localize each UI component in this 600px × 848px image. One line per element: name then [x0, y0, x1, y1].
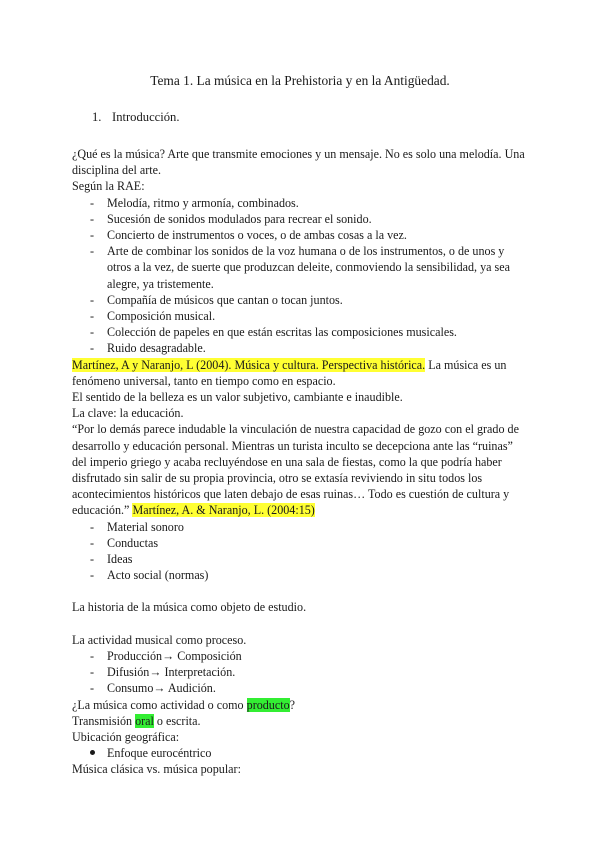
section-label: Introducción.	[112, 110, 180, 124]
paragraph-fenomeno	[72, 357, 534, 389]
paragraph-belleza: El sentido de la belleza es un valor subjetivo, cambiante e inaudible.	[72, 390, 403, 405]
list-item: - Difusión→ Interpretación.	[72, 664, 534, 680]
section-number: 1.	[92, 110, 102, 124]
text-line: Transmisión	[72, 713, 136, 728]
list-item: - Ideas	[72, 551, 534, 567]
text-line: ¿La música como actividad o como	[72, 697, 247, 712]
reference-highlight: Martínez, A y Naranjo, L (2004). Música y cultura. Perspectiva histórica.	[72, 357, 426, 372]
text-line: o escrita.	[153, 713, 201, 728]
paragraph-transmision	[72, 713, 534, 729]
quote-line: “Por lo demás parece indudable la vinculación de nuestra capacidad de gozo con el grado de	[72, 422, 519, 437]
quote-line: del imperio griego y acaba recluyéndose en una sala de fiestas, como la que podría haber	[72, 454, 502, 469]
text-line: ?	[289, 697, 296, 712]
question-actividad	[72, 697, 534, 713]
document-title: Tema 1. La música en la Prehistoria y en la Antigüedad.	[150, 73, 450, 88]
green-highlight: oral	[135, 713, 154, 728]
rae-definitions-list	[72, 195, 534, 357]
quote-line: disfrutado sin salir de su propia provincia, otro se extasía reviviendo in situ todos los	[72, 471, 483, 486]
list-item: - Sucesión de sonidos modulados para recrear el sonido.	[72, 211, 534, 227]
text-line: Arte de combinar los sonidos de la voz humana o de los instrumentos, o de unos y	[107, 244, 505, 259]
paragraph-que-es	[72, 146, 534, 178]
text-line: otros a la vez, de suerte que produzcan deleite, conmoviendo la sensibilidad, ya sea	[107, 260, 510, 275]
spacer	[72, 616, 534, 632]
quote-line: acontecimientos históricos que laten debajo de esas ruinas… Todo es cuestión de cultura y	[72, 487, 510, 502]
quote-line: educación.”	[72, 503, 130, 518]
paragraph-clave: La clave: la educación.	[72, 406, 184, 421]
text-line: fenómeno universal, tanto en tiempo como en espacio.	[72, 373, 336, 388]
education-list	[72, 519, 534, 584]
paragraph-rae: Según la RAE:	[72, 179, 145, 194]
quote-line: desarrollo y educación personal. Mientras un turista inculto se decepciona ante las “ruinas”	[72, 438, 513, 453]
quote-block	[72, 421, 534, 518]
location-list	[72, 745, 534, 761]
list-item: - Ruido desagradable.	[72, 340, 534, 356]
process-list	[72, 648, 534, 697]
paragraph-ubicacion: Ubicación geográfica:	[72, 729, 180, 744]
green-highlight: producto	[246, 697, 290, 712]
text-line: disciplina del arte.	[72, 163, 161, 178]
paragraph-clasica: Música clásica vs. música popular:	[72, 762, 241, 777]
text-line: ¿Qué es la música? Arte que transmite emociones y un mensaje. No es solo una melodía. Una	[72, 147, 525, 161]
list-item: Enfoque eurocéntrico	[72, 745, 534, 761]
text-line: La música es un	[425, 357, 507, 372]
spacer	[72, 583, 534, 599]
list-item: - Consumo→ Audición.	[72, 680, 534, 696]
list-item: - Composición musical.	[72, 308, 534, 324]
list-item: - Compañía de músicos que cantan o tocan juntos.	[72, 292, 534, 308]
text-line: alegre, ya tristemente.	[107, 276, 214, 291]
paragraph-actividad: La actividad musical como proceso.	[72, 632, 247, 647]
list-item: - Colección de papeles en que están escritas las composiciones musicales.	[72, 324, 534, 340]
quote-reference-highlight: Martínez, A. & Naranjo, L. (2004:15)	[132, 503, 315, 518]
document-body	[72, 146, 534, 778]
list-item: - Concierto de instrumentos o voces, o de ambas cosas a la vez.	[72, 227, 534, 243]
list-item: - Producción→ Composición	[72, 648, 534, 664]
list-item	[72, 243, 534, 292]
paragraph-historia: La historia de la música como objeto de estudio.	[72, 600, 307, 615]
list-item: - Melodía, ritmo y armonía, combinados.	[72, 195, 534, 211]
list-item: - Conductas	[72, 535, 534, 551]
section-heading	[92, 109, 180, 125]
list-item: - Acto social (normas)	[72, 567, 534, 583]
list-item: - Material sonoro	[72, 519, 534, 535]
